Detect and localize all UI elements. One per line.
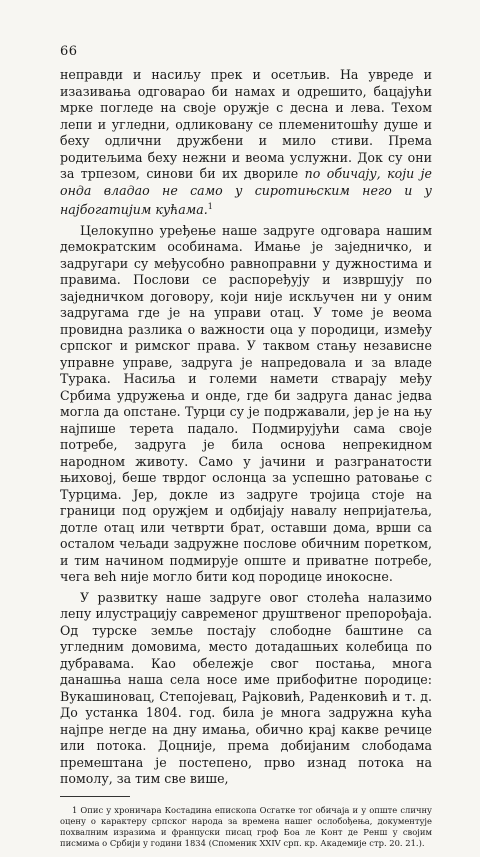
page-number: 66 [60,44,78,59]
paragraph-1-italic: по обичају, који је онда владао не само у сиротињским него и у најбогатијим кућама. [60,166,432,218]
footnote-divider [60,796,130,797]
paragraph-1-text: неправди и насиљу прек и осетљив. На увреде и изазивања одговарао би намах и одрешито, бацајући мрке погледе на своје оружје с десна и лева. Техом лепи и угледни, одликовану се племенитошћу душе и беху одлични дружбени и мило стиви. Према родитељима беху нежни и веома услужни. Док су они за трпезом, синови би их двориле [60,67,432,181]
footnote-marker: 1 [207,202,213,211]
footnote: 1 Опис у хроничара Костадина епископа Осгатке тог обичаја и у опште сличну оцену о карактеру српског народа за времена нашег ослобођења, документује похвалним изразима и француски писац гроф Боа ле Конт де Ренш у својим писмима о Србији у години 1834 (Споменик XXIV срп. кр. Академије стр. 20. 21.). [60,805,432,849]
paragraph-3: У развитку наше задруге овог столећа налазимо лепу илустрацију савременог друштвеног препорођаја. Од турске земље постају слободне баштине са угледним домовима, место дотадашњих колебица по дубравама. Као обележје свог постања, многа данашња наша села носе име прибофитне породице: Вукашиновац, Степојевац, Рајковић, Раденковић и т. д. До устанка 1804. год. била је многа задружна кућа најпре негде на дну имања, обично крај какве речице или потока. Доцније, према добијаним слободама премештана је постепено, прво изнад потока на помолу, за тим све више, [60,589,432,787]
paragraph-1 [60,67,432,219]
paragraph-2: Целокупно уређење наше задруге одговара нашим демократским особинама. Имање је заједничко, и задругари су међусобно равноправни у дужностима и правима. Послови се распоређују и извршују по заједничком договору, који није искључен ни у оним задругама где је на управи отац. У томе је веома провидна разлика о важности оца у породици, између српског и римског права. У таквом стању независне управне управе, задруга је напредовала и за владе Турака. Насиља и големи намети стварају међу Србима удружења и онде, где би задруга данас једва могла да опстане. Турци су је подржавали, јер је на њу најпише терета падало. Подмирујући сама своје потребе, задруга је била основа непрекидном народном животу. Само у јачини и разгранатости њиховој, беше тврдог ослонца за успешно ратовање с Турцима. Јер, докле из задруге тројица стоје на граници под оружјем и одбијају навалу непријатеља, дотле отац или четврти брат, оставши дома, врши са осталом чељади задружне послове обичним поретком, и тим начином подмирује опште и приватне потребе, чега веh није могло бити код породице инокосне. [60,222,432,585]
document-page [60,44,432,857]
